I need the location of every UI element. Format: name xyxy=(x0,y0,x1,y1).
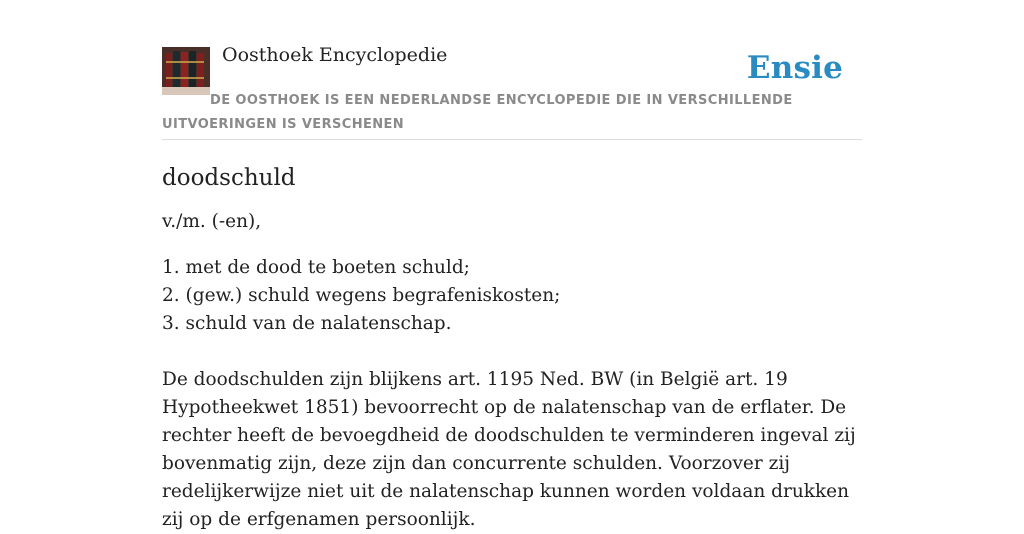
entry-content xyxy=(162,160,872,534)
site-header xyxy=(162,40,862,140)
site-tagline: DE OOSTHOEK IS EEN NEDERLANDSE ENCYCLOPEDIE DIE IN VERSCHILLENDE UITVOERINGEN IS VERSCHENEN xyxy=(162,93,793,132)
entry-grammar: v./m. (-en), xyxy=(162,211,262,232)
entry-body: De doodschulden zijn blijkens art. 1195 Ned. BW (in België art. 19 Hypotheekwet 1851) bevoorrecht op de nalatenschap van de erflater. De rechter heeft de bevoegdheid de doodschulden te verminderen ingeval zij bovenmatig zijn, deze zijn dan concurrente schulden. Voorzover zij redelijkerwijze niet uit de nalatenschap kunnen worden voldaan drukken zij op de erfgenamen persoonlijk. xyxy=(162,369,856,530)
site-name[interactable]: Oosthoek Encyclopedie xyxy=(222,44,448,66)
entry-senses-list xyxy=(162,254,872,338)
sense-item: 3. schuld van de nalatenschap. xyxy=(162,313,452,334)
entry-headword: doodschuld xyxy=(162,165,296,191)
sense-item: 1. met de dood te boeten schuld; xyxy=(162,257,470,278)
encyclopedia-books-icon[interactable] xyxy=(162,47,210,95)
sense-item: 2. (gew.) schuld wegens begrafeniskosten; xyxy=(162,285,561,306)
ensie-logo[interactable]: Ensie xyxy=(746,50,843,86)
